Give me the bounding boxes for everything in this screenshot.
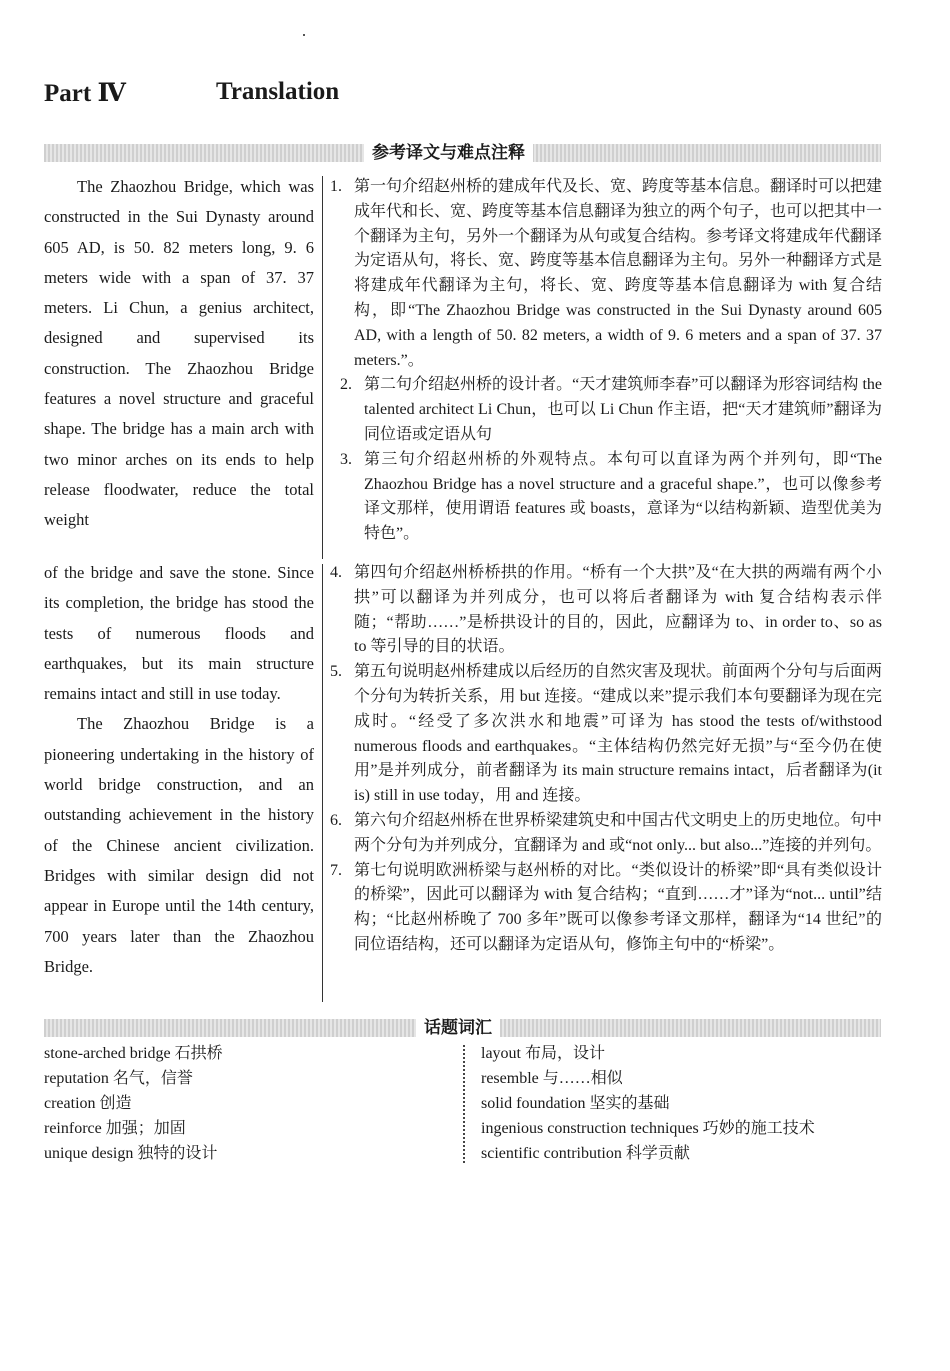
vocab-list-left bbox=[44, 1041, 223, 1166]
note-item bbox=[330, 448, 882, 547]
part-number: Part Ⅳ bbox=[44, 80, 126, 107]
note-text: 第三句介绍赵州桥的外观特点。本句可以直译为两个并列句，即“The Zhaozhou Bridge has a novel structure and a graceful shape.”，也可以像参考译文那样，使用谓语 features 或 boasts，意译为“以结构新颖、造型优美为特色”。 bbox=[364, 450, 882, 543]
section-heading-reference: 参考译文与难点注释 bbox=[364, 141, 533, 165]
note-item bbox=[330, 373, 882, 447]
note-number: 5. bbox=[330, 663, 342, 681]
vocab-item: ingenious construction techniques 巧妙的施工技术 bbox=[481, 1120, 815, 1137]
vocab-item: solid foundation 坚实的基础 bbox=[481, 1095, 670, 1112]
vocab-item: reputation 名气，信誉 bbox=[44, 1070, 193, 1087]
column-divider-lower bbox=[322, 564, 323, 1002]
passage-part-1 bbox=[44, 172, 314, 536]
column-divider-upper bbox=[322, 176, 323, 559]
vocab-item: reinforce 加强；加固 bbox=[44, 1120, 186, 1137]
note-item bbox=[330, 809, 882, 859]
section-heading-vocabulary: 话题词汇 bbox=[416, 1016, 500, 1040]
note-text: 第五句说明赵州桥建成以后经历的自然灾害及现状。前面两个分句与后面两个分句为转折关系，用 but 连接。“建成以来”提示我们本句要翻译为现在完成时。“经受了多次洪水和地震”可译为 has stood the tests of/withstood numerous floods and earthquakes。“主体结构仍然完好无损”与“至今仍在使用”是并列成分，前者翻译为 its main structure remains intact，后者翻译为(it is) still in use today，用 and 连接。 bbox=[354, 663, 883, 805]
note-number: 3. bbox=[340, 450, 352, 468]
note-number: 2. bbox=[340, 376, 352, 394]
stray-dot bbox=[303, 34, 305, 36]
vocab-item: stone-arched bridge 石拱桥 bbox=[44, 1045, 223, 1062]
note-number: 4. bbox=[330, 564, 342, 581]
note-number: 6. bbox=[330, 811, 342, 829]
vocab-item: layout 布局，设计 bbox=[481, 1045, 605, 1062]
note-text: 第二句介绍赵州桥的设计者。“天才建筑师李春”可以翻译为形容词结构 the talented architect Li Chun，也可以 Li Chun 作主语，把“天才建筑师”翻译为同位语或定语从句 bbox=[364, 376, 882, 443]
page-title: Translation bbox=[216, 78, 340, 105]
passage-part-2 bbox=[44, 558, 314, 982]
vocab-item: unique design 独特的设计 bbox=[44, 1145, 218, 1162]
note-text: 第四句介绍赵州桥桥拱的作用。“桥有一个大拱”及“在大拱的两端有两个小拱”可以翻译为并列成分，也可以将后者翻译为 with 复合结构表示伴随；“帮助……”是桥拱设计的目的，因此，应翻译为 to、in order to、so as to 等引导的目的状语。 bbox=[354, 564, 882, 656]
note-text: 第七句说明欧洲桥梁与赵州桥的对比。“类似设计的桥梁”即“具有类似设计的桥梁”，因此可以翻译为 with 复合结构；“直到……才”译为“not... until”结构；“比赵州桥晚了 700 多年”既可以像参考译文那样，翻译为“14 世纪”的同位语结构，还可以翻译为定语从句，修饰主句中的“桥梁”。 bbox=[354, 861, 882, 953]
note-item bbox=[330, 561, 882, 660]
vocab-item: scientific contribution 科学贡献 bbox=[481, 1145, 690, 1162]
passage-paragraph-1b: of the bridge and save the stone. Since its completion, the bridge has stood the tests of numerous floods and earthquakes, but its main structure remains intact and still in use today. bbox=[44, 563, 314, 704]
note-item bbox=[330, 859, 882, 958]
vocab-item: creation 创造 bbox=[44, 1095, 132, 1112]
vocab-item: resemble 与……相似 bbox=[481, 1070, 623, 1087]
vocab-divider bbox=[463, 1045, 465, 1163]
note-number: 7. bbox=[330, 861, 342, 879]
note-number: 1. bbox=[330, 178, 342, 195]
note-text: 第一句介绍赵州桥的建成年代及长、宽、跨度等基本信息。翻译时可以把建成年代和长、宽、跨度等基本信息翻译为独立的两个句子，也可以把其中一个翻译为主句，另外一个翻译为从句或复合结构。参考译文将建成年代翻译为定语从句，将长、宽、跨度等基本信息翻译为主句。另外一种翻译方式是将建成年代翻译为主句，将长、宽、跨度等基本信息翻译为 with 复合结构，即“The Zhaozhou Bridge was constructed in the Sui Dynasty around 605 AD, with a length of 50. 82 meters, a width of 9. 6 meters and a span of 37. 37 meters.”。 bbox=[354, 178, 883, 369]
note-text: 第六句介绍赵州桥在世界桥梁建筑史和中国古代文明史上的历史地位。句中两个分句为并列成分，宜翻译为 and 或“not only... but also...”连接的并列句。 bbox=[354, 811, 883, 854]
passage-paragraph-1a: The Zhaozhou Bridge, which was constructed in the Sui Dynasty around 605 AD, is 50. 82 meters long, 9. 6 meters wide with a span of 37. 37 meters. Li Chun, a genius architect, designed and supervised its construction. The Zhaozhou Bridge features a novel structure and graceful shape. The bridge has a main arch with two minor arches on its ends to help release floodwater, reduce the total weight bbox=[44, 177, 314, 530]
note-item bbox=[330, 660, 882, 809]
notes-list-continued bbox=[330, 561, 882, 958]
vocab-list-right bbox=[481, 1041, 815, 1166]
note-item bbox=[330, 175, 882, 373]
passage-paragraph-2: The Zhaozhou Bridge is a pioneering undertaking in the history of world bridge construction, and an outstanding achievement in the history of the Chinese ancient civilization. Bridges with similar design did not appear in Europe until the 14th century, 700 years later than the Zhaozhou Bridge. bbox=[44, 714, 314, 976]
notes-list bbox=[330, 175, 882, 547]
